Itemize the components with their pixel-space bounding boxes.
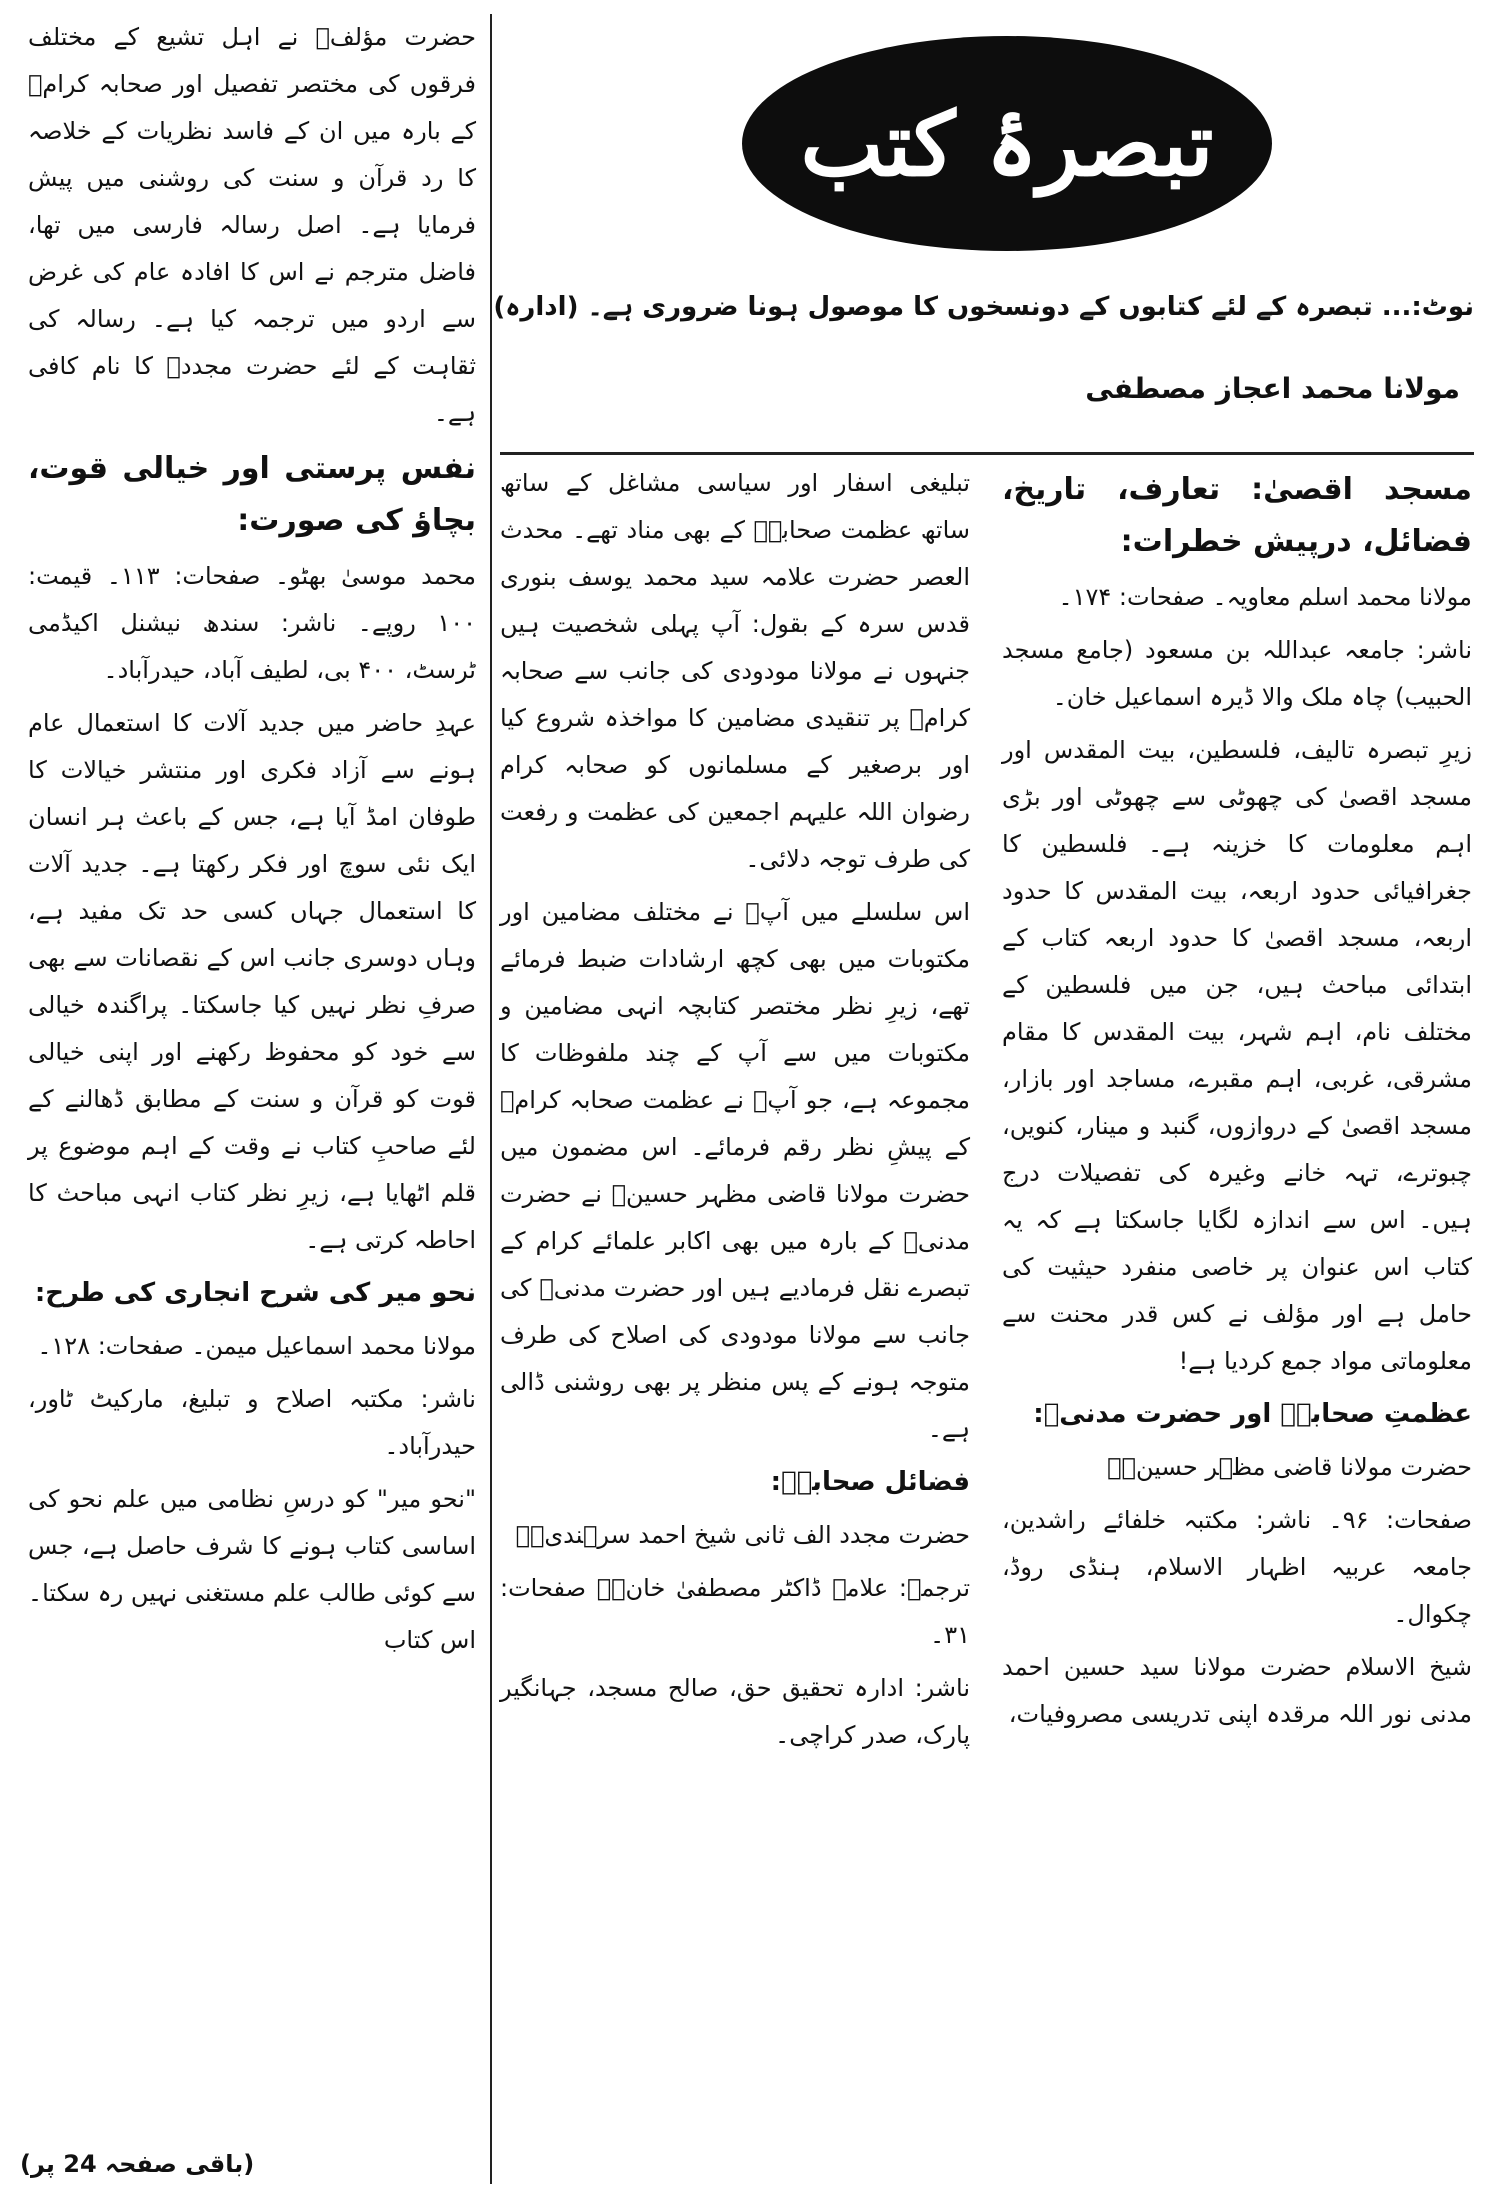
- review-publisher: ناشر: مکتبہ اصلاح و تبلیغ، مارکیٹ ٹاور، حیدرآباد۔: [28, 1385, 476, 1460]
- review-publisher: صفحات: ۹۶۔ ناشر: مکتبہ خلفائے راشدین، جامعہ عربیہ اظہار الاسلام، ہنڈی روڈ، چکوال۔: [1002, 1506, 1472, 1628]
- review-translator: ترجمہ: علامہ ڈاکٹر مصطفیٰ خانؒ۔ صفحات: ۳۱۔: [500, 1574, 970, 1649]
- review-heading: نفس پرستی اور خیالی قوت، بچاؤ کی صورت:: [28, 451, 476, 538]
- review-body: "نحو میر" کو درسِ نظامی میں علم نحو کی اساسی کتاب ہونے کا شرف حاصل ہے، جس سے کوئی طالب علم مستغنی نہیں رہ سکتا۔ اس کتاب: [28, 1485, 476, 1654]
- review-heading: عظمتِ صحابہؓ اور حضرت مدنیؒ:: [1033, 1399, 1472, 1429]
- review-body: حضرت مؤلفؒ نے اہل تشیع کے مختلف فرقوں کی مختصر تفصیل اور صحابہ کرامؓ کے بارہ میں ان کے فاسد نظریات کے خلاصہ کا رد قرآن و سنت کی روشنی میں پیش فرمایا ہے۔ اصل رسالہ فارسی میں تھا، فاضل مترجم نے اس کا افادہ عام کی غرض سے اردو میں ترجمہ کیا ہے۔ رسالہ کی ثقاہت کے لئے حضرت مجددؒ کا نام کافی ہے۔: [28, 23, 476, 427]
- review-heading: فضائل صحابہؓ:: [770, 1467, 970, 1497]
- reviewer-name: مولانا محمد اعجاز مصطفی: [1085, 372, 1460, 405]
- column-divider: [490, 14, 492, 2184]
- review-heading: مسجد اقصیٰ: تعارف، تاریخ، فضائل، درپیش خطرات:: [1002, 472, 1472, 559]
- section-title: تبصرۂ کتب: [800, 91, 1214, 196]
- review-author: حضرت مجدد الف ثانی شیخ احمد سرہندیؒ۔: [515, 1521, 970, 1549]
- review-body: تبلیغی اسفار اور سیاسی مشاغل کے ساتھ ساتھ عظمت صحابہؓ کے بھی مناد تھے۔ محدث العصر حضرت علامہ سید محمد یوسف بنوری قدس سرہ کے بقول: آپ پہلی شخصیت ہیں جنہوں نے مولانا مودودی کی جانب سے صحابہ کرامؓ پر تنقیدی مضامین کا مواخذہ شروع کیا اور برصغیر کے مسلمانوں کو صحابہ کرام رضوان اللہ علیہم اجمعین کی عظمت و رفعت کی طرف توجہ دلائی۔: [500, 469, 970, 873]
- review-author: مولانا محمد اسلم معاویہ۔ صفحات: ۱۷۴۔: [1058, 583, 1472, 611]
- continued-note: (باقی صفحہ 24 پر): [20, 2150, 255, 2178]
- review-body: زیرِ تبصرہ تالیف، فلسطین، بیت المقدس اور مسجد اقصیٰ کی چھوٹی سے چھوٹی اور بڑی اہم معلومات کا خزینہ ہے۔ فلسطین کا جغرافیائی حدود اربعہ، بیت المقدس کا حدود اربعہ، مسجد اقصیٰ کا حدود اربعہ کتاب کے ابتدائی مباحث ہیں، جن میں فلسطین کے مختلف نام، اہم شہر، بیت المقدس کا مقام مشرقی، غربی، اہم مقبرے، مساجد اور بازار، مسجد اقصیٰ کے دروازوں، گنبد و مینار، کنویں، چبوترے، تہہ خانے وغیرہ کی تفصیلات درج ہیں۔ اس سے اندازہ لگایا جاسکتا ہے کہ یہ کتاب اس عنوان پر خاصی منفرد حیثیت کی حامل ہے اور مؤلف نے کس قدر محنت سے معلوماتی مواد جمع کردیا ہے!: [1002, 736, 1472, 1375]
- review-heading: نحو میر کی شرح انجاری کی طرح:: [34, 1278, 476, 1308]
- review-body: اس سلسلے میں آپؒ نے مختلف مضامین اور مکتوبات میں بھی کچھ ارشادات ضبط فرمائے تھے، زیرِ نظر مختصر کتابچہ انہی مضامین و مکتوبات میں سے آپ کے چند ملفوظات کا مجموعہ ہے، جو آپؒ نے عظمت صحابہ کرامؓ کے پیشِ نظر رقم فرمائے۔ اس مضمون میں حضرت مولانا قاضی مظہر حسینؒ نے حضرت مدنیؒ کے بارہ میں بھی اکابر علمائے کرام کے تبصرے نقل فرمادیے ہیں اور حضرت مدنیؒ کی جانب سے مولانا مودودی کی اصلاح کی طرف متوجہ ہونے کے پس منظر پر بھی روشنی ڈالی ہے۔: [500, 898, 970, 1443]
- editorial-note: نوٹ:... تبصرہ کے لئے کتابوں کے دونسخوں کا موصول ہونا ضروری ہے۔ (ادارہ): [493, 292, 1474, 322]
- header-divider: [500, 452, 1474, 455]
- review-publisher: ناشر: جامعہ عبداللہ بن مسعود (جامع مسجد الحبیب) چاہ ملک والا ڈیرہ اسماعیل خان۔: [1002, 636, 1472, 711]
- review-publisher: ناشر: ادارہ تحقیق حق، صالح مسجد، جہانگیر پارک، صدر کراچی۔: [500, 1674, 970, 1749]
- left-column: [14, 14, 476, 1670]
- review-body: عہدِ حاضر میں جدید آلات کا استعمال عام ہونے سے آزاد فکری اور منتشر خیالات کا طوفان امڈ آیا ہے، جس کے باعث ہر انسان ایک نئی سوچ اور فکر رکھتا ہے۔ جدید آلات کا استعمال جہاں کسی حد تک مفید ہے، وہاں دوسری جانب اس کے نقصانات سے بھی صرفِ نظر نہیں کیا جاسکتا۔ پراگندہ خیالی سے خود کو محفوظ رکھنے اور اپنی خیالی قوت کو قرآن و سنت کے مطابق ڈھالنے کے لئے صاحبِ کتاب نے وقت کے اہم موضوع پر قلم اٹھایا ہے، زیرِ نظر کتاب انہی مباحث کا احاطہ کرتی ہے۔: [28, 709, 476, 1254]
- middle-column: [500, 460, 970, 1765]
- section-banner: [742, 36, 1272, 251]
- review-publisher: محمد موسیٰ بھٹو۔ صفحات: ۱۱۳۔ قیمت: ۱۰۰ روپے۔ ناشر: سندھ نیشنل اکیڈمی ٹرسٹ، ۴۰۰ بی، لطیف آباد، حیدرآباد۔: [28, 562, 476, 684]
- review-author: حضرت مولانا قاضی مظہر حسینؒ۔: [1107, 1453, 1472, 1481]
- right-column: [1002, 460, 1472, 1744]
- review-body: شیخ الاسلام حضرت مولانا سید حسین احمد مدنی نور اللہ مرقدہ اپنی تدریسی مصروفیات،: [1002, 1653, 1472, 1728]
- review-author: مولانا محمد اسماعیل میمن۔ صفحات: ۱۲۸۔: [37, 1332, 476, 1360]
